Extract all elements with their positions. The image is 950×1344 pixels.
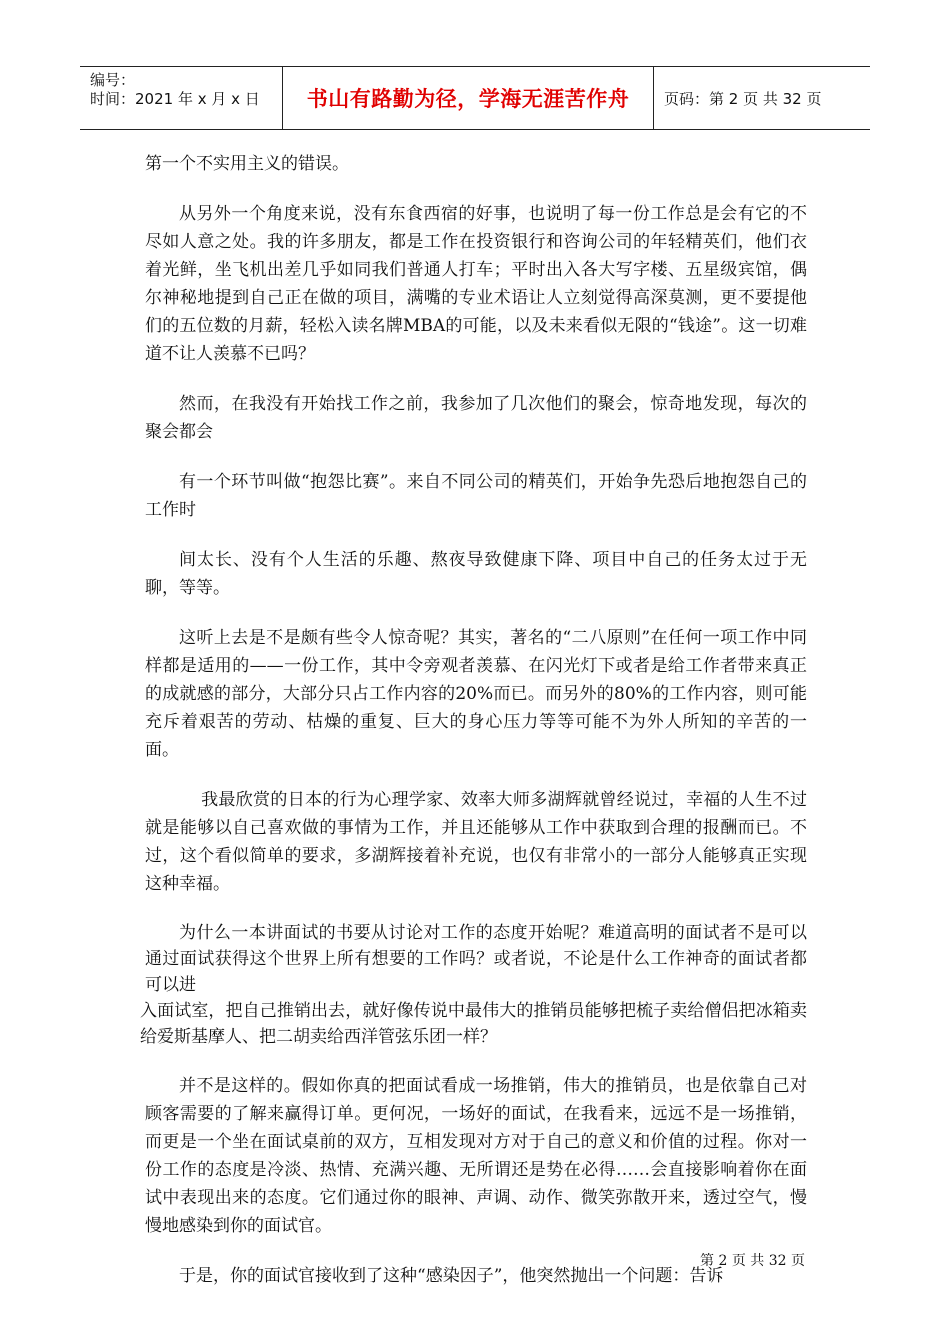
paragraph-7: 我最欣赏的日本的行为心理学家、效率大师多湖辉就曾经说过，幸福的人生不过就是能够以自己喜欢做的事情为工作，并且还能够从工作中获取到合理的报酬而已。不过，这个看似简单的要求，多湖辉接着补充说，也仅有非常小的一部分人能够真正实现这种幸福。 [145,790,807,894]
page-header [80,66,870,130]
paragraph-4: 有一个环节叫做“抱怨比赛”。来自不同公司的精英们，开始争先恐后地抱怨自己的工作时 [145,472,807,520]
header-motto: 书山有路勤为径，学海无涯苦作舟 [283,67,654,129]
number-label: 编号： [90,71,136,89]
paragraph-10: 并不是这样的。假如你真的把面试看成一场推销，伟大的推销员，也是依靠自己对顾客需要的了解来赢得订单。更何况，一场好的面试，在我看来，远远不是一场推销，而更是一个坐在面试桌前的双方，互相发现对方对于自己的意义和价值的过程。你对一份工作的态度是冷淡、热情、充满兴趣、无所谓还是势在必得……会直接影响着你在面试中表现出来的态度。它们通过你的眼神、声调、动作、微笑弥散开来，透过空气，慢慢地感染到你的面试官。 [145,1076,807,1236]
paragraph-3: 然而，在我没有开始找工作之前，我参加了几次他们的聚会，惊奇地发现，每次的聚会都会 [145,394,807,442]
header-meta-cell [80,67,283,129]
document-body [140,150,807,1290]
paragraph-2: 从另外一个角度来说，没有东食西宿的好事，也说明了每一份工作总是会有它的不尽如人意之处。我的许多朋友，都是工作在投资银行和咨询公司的年轻精英们，他们衣着光鲜，坐飞机出差几乎如同我们普通人打车；平时出入各大写字楼、五星级宾馆，偶尔神秘地提到自己正在做的项目，满嘴的专业术语让人立刻觉得高深莫测，更不要提他们的五位数的月薪，轻松入读名牌MBA的可能，以及未来看似无限的“钱途”。这一切难道不让人羡慕不已吗？ [145,204,807,364]
paragraph-1: 第一个不实用主义的错误。 [145,154,349,174]
paragraph-11: 于是，你的面试官接收到了这种“感染因子”，他突然抛出一个问题：告诉 [179,1266,724,1286]
page-footer: 第 2 页 共 32 页 [700,1253,805,1269]
paragraph-8: 为什么一本讲面试的书要从讨论对工作的态度开始呢？难道高明的面试者不是可以通过面试获得这个世界上所有想要的工作吗？或者说，不论是什么工作神奇的面试者都可以进 [145,923,807,995]
header-page-info: 页码：第 2 页 共 32 页 [664,89,822,108]
paragraph-6: 这听上去是不是颇有些令人惊奇呢？其实，著名的“二八原则”在任何一项工作中同样都是适用的——一份工作，其中令旁观者羡慕、在闪光灯下或者是给工作者带来真正的成就感的部分，大部分只占工作内容的20%而已。而另外的80%的工作内容，则可能充斥着艰苦的劳动、枯燥的重复、巨大的身心压力等等可能不为外人所知的辛苦的一面。 [145,628,807,760]
time-label: 时间：2021 年 x 月 x 日 [90,90,260,108]
paragraph-5: 间太长、没有个人生活的乐趣、熬夜导致健康下降、项目中自己的任务太过于无聊，等等。 [145,550,807,598]
paragraph-9: 入面试室，把自己推销出去，就好像传说中最伟大的推销员能够把梳子卖给僧侣把冰箱卖给爱斯基摩人、把二胡卖给西洋管弦乐团一样？ [140,1001,807,1047]
